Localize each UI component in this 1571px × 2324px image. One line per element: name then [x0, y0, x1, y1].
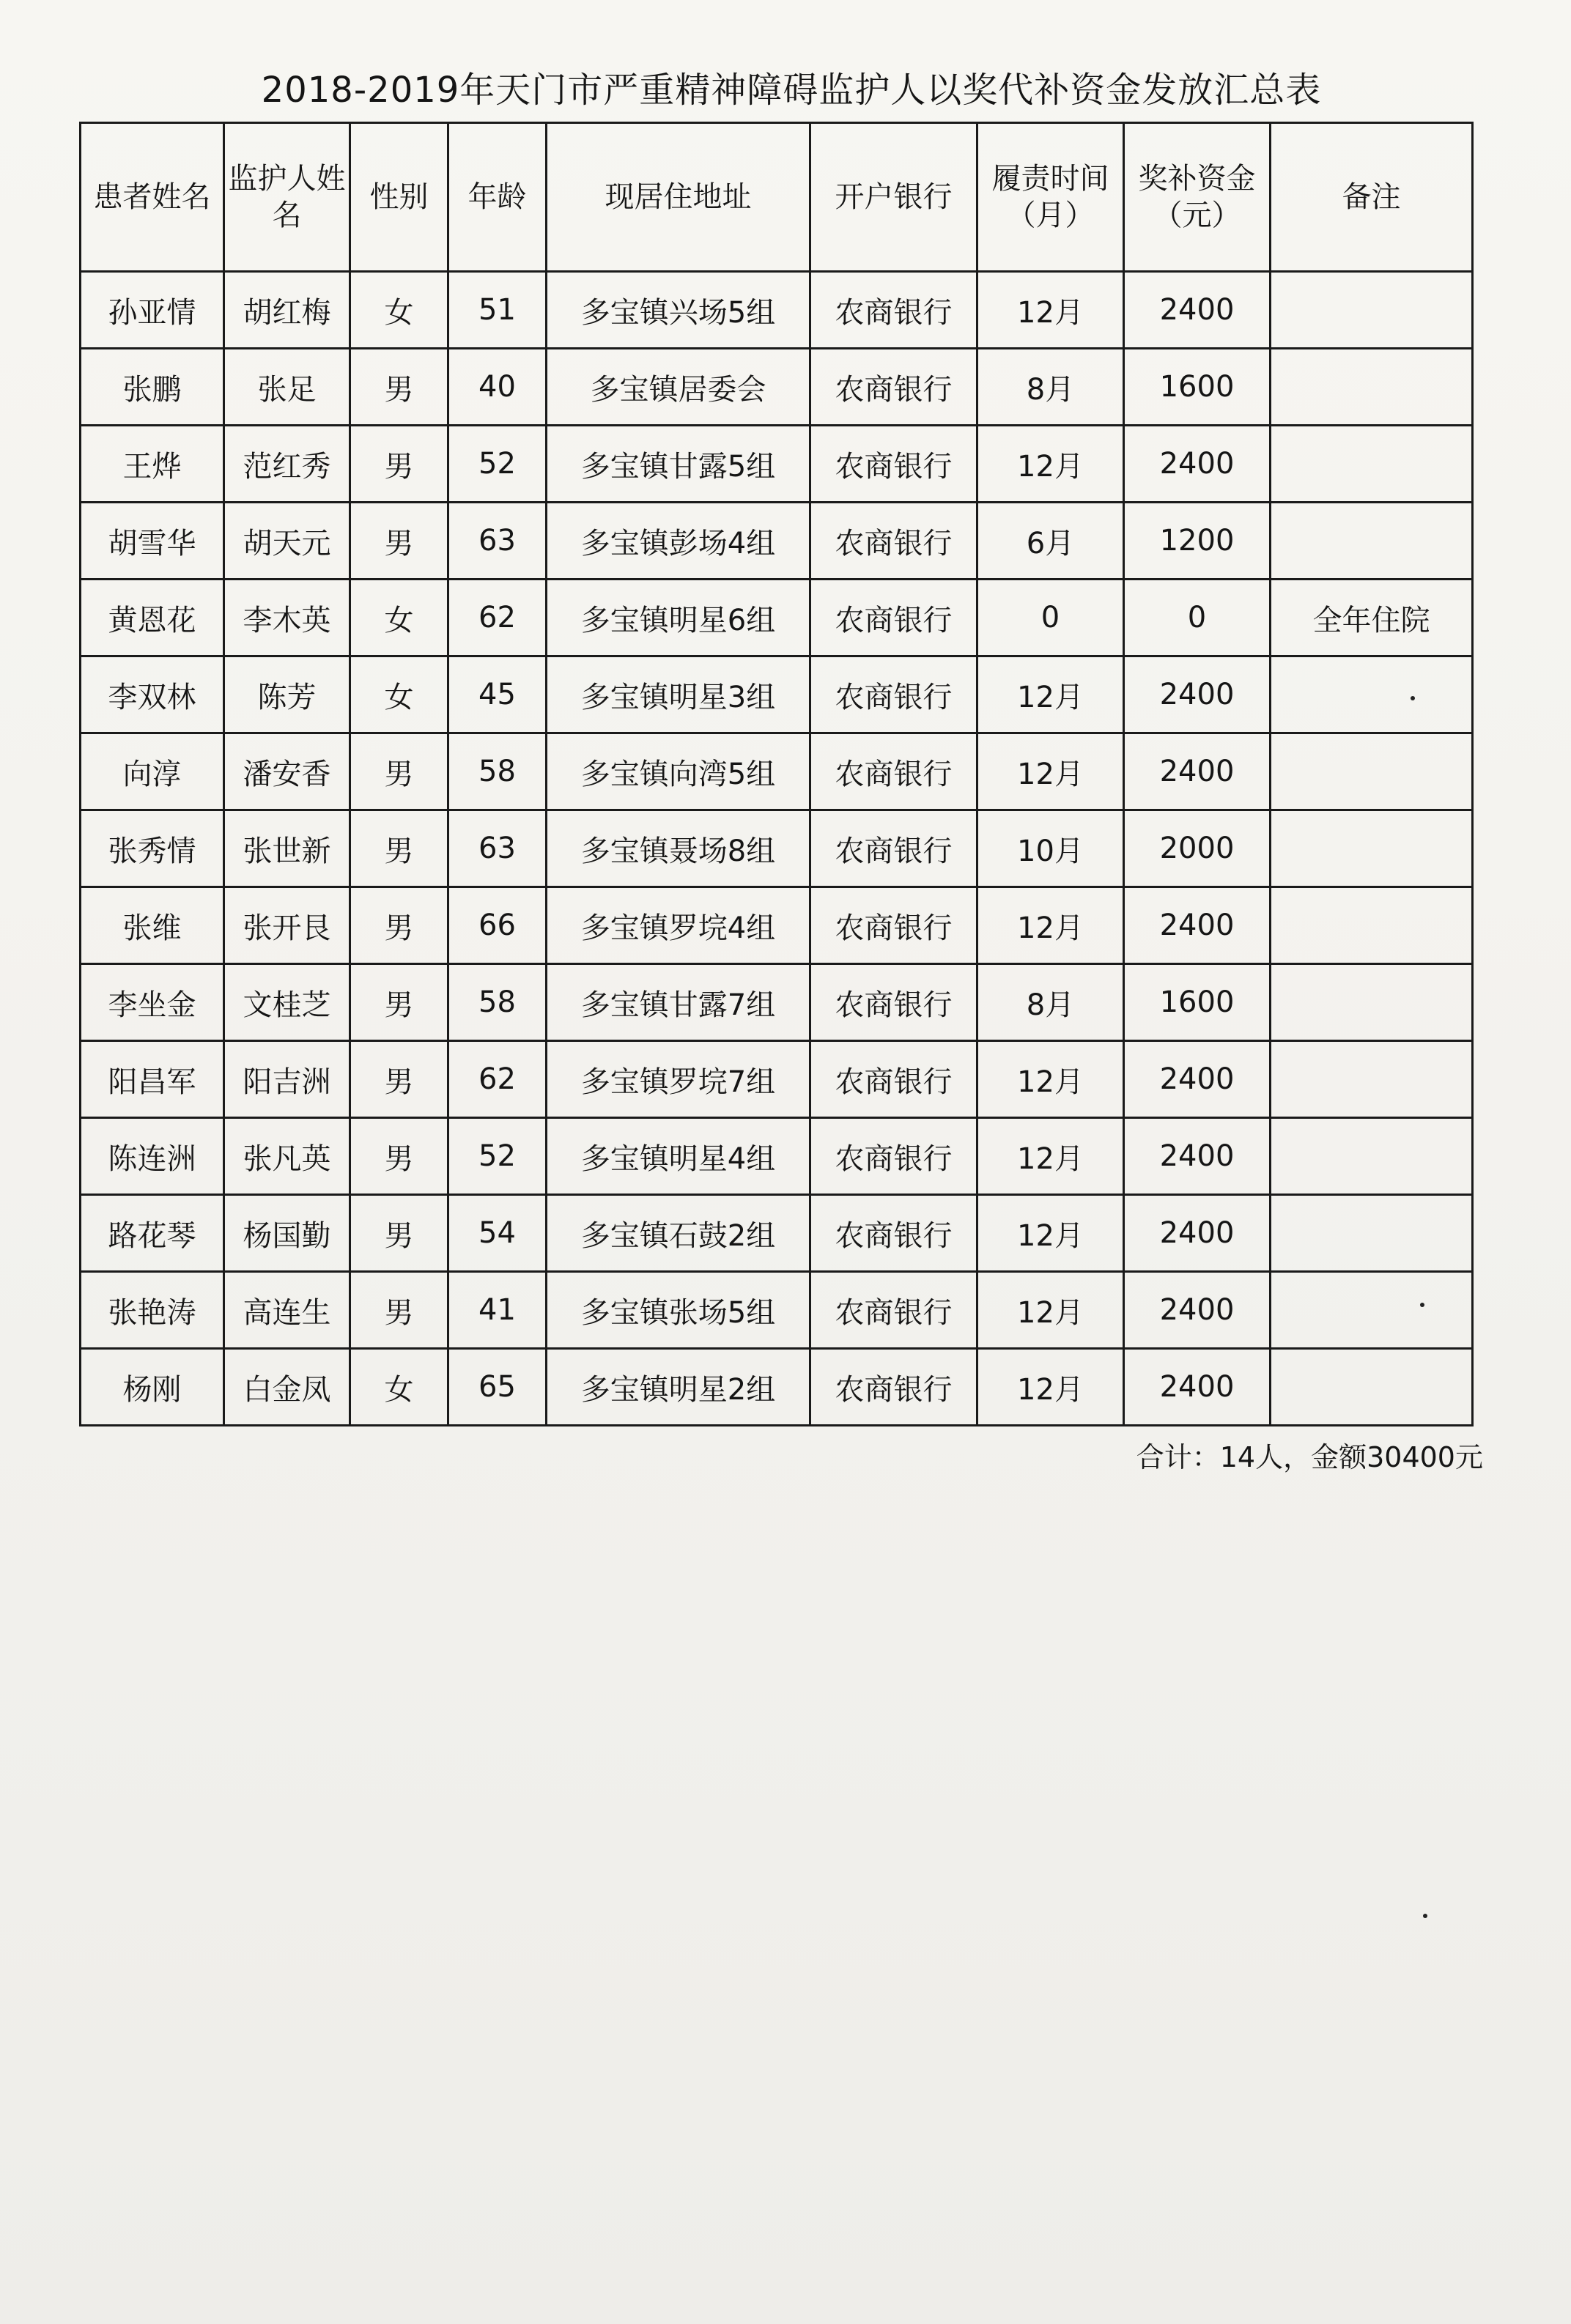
cell-age: 58 — [448, 733, 547, 810]
cell-age: 51 — [448, 272, 547, 349]
cell-guardian-name: 张开艮 — [224, 887, 350, 964]
table-row — [81, 580, 1473, 656]
cell-subsidy-amount: 1600 — [1124, 964, 1271, 1041]
cell-gender: 女 — [350, 272, 448, 349]
cell-bank: 农商银行 — [810, 503, 977, 580]
cell-address: 多宝镇明星2组 — [547, 1349, 810, 1426]
cell-remarks — [1271, 1272, 1473, 1349]
cell-age: 45 — [448, 656, 547, 733]
cell-duty-months: 12月 — [977, 1118, 1124, 1195]
cell-address: 多宝镇明星6组 — [547, 580, 810, 656]
cell-gender: 男 — [350, 1118, 448, 1195]
cell-guardian-name: 胡天元 — [224, 503, 350, 580]
cell-duty-months: 12月 — [977, 272, 1124, 349]
cell-gender: 男 — [350, 426, 448, 503]
table-row — [81, 733, 1473, 810]
cell-gender: 男 — [350, 1195, 448, 1272]
cell-remarks — [1271, 349, 1473, 426]
cell-address: 多宝镇甘露7组 — [547, 964, 810, 1041]
cell-subsidy-amount: 2400 — [1124, 1041, 1271, 1118]
cell-duty-months: 8月 — [977, 349, 1124, 426]
cell-age: 40 — [448, 349, 547, 426]
cell-age: 63 — [448, 503, 547, 580]
cell-gender: 男 — [350, 1272, 448, 1349]
cell-gender: 女 — [350, 580, 448, 656]
cell-address: 多宝镇向湾5组 — [547, 733, 810, 810]
header-age: 年龄 — [448, 123, 547, 272]
cell-remarks — [1271, 887, 1473, 964]
cell-remarks — [1271, 964, 1473, 1041]
table-row — [81, 887, 1473, 964]
cell-patient-name: 张艳涛 — [81, 1272, 224, 1349]
cell-remarks — [1271, 810, 1473, 887]
cell-gender: 女 — [350, 656, 448, 733]
cell-bank: 农商银行 — [810, 1041, 977, 1118]
cell-address: 多宝镇明星3组 — [547, 656, 810, 733]
cell-guardian-name: 张凡英 — [224, 1118, 350, 1195]
cell-address: 多宝镇聂场8组 — [547, 810, 810, 887]
cell-age: 41 — [448, 1272, 547, 1349]
cell-address: 多宝镇兴场5组 — [547, 272, 810, 349]
cell-address: 多宝镇石鼓2组 — [547, 1195, 810, 1272]
cell-bank: 农商银行 — [810, 964, 977, 1041]
cell-remarks — [1271, 1118, 1473, 1195]
table-row — [81, 272, 1473, 349]
cell-patient-name: 张维 — [81, 887, 224, 964]
cell-gender: 男 — [350, 503, 448, 580]
table-row — [81, 1272, 1473, 1349]
cell-bank: 农商银行 — [810, 426, 977, 503]
cell-gender: 男 — [350, 964, 448, 1041]
cell-subsidy-amount: 2400 — [1124, 426, 1271, 503]
cell-address: 多宝镇罗垸7组 — [547, 1041, 810, 1118]
cell-address: 多宝镇罗垸4组 — [547, 887, 810, 964]
header-duty-months: 履责时间（月） — [977, 123, 1124, 272]
cell-gender: 女 — [350, 1349, 448, 1426]
cell-age: 52 — [448, 426, 547, 503]
cell-subsidy-amount: 2400 — [1124, 1118, 1271, 1195]
header-row — [81, 123, 1473, 272]
cell-age: 66 — [448, 887, 547, 964]
cell-guardian-name: 潘安香 — [224, 733, 350, 810]
speck-mark — [1420, 1303, 1424, 1307]
speck-mark — [1411, 696, 1415, 700]
cell-guardian-name: 李木英 — [224, 580, 350, 656]
cell-guardian-name: 文桂芝 — [224, 964, 350, 1041]
cell-gender: 男 — [350, 887, 448, 964]
cell-bank: 农商银行 — [810, 1195, 977, 1272]
cell-duty-months: 8月 — [977, 964, 1124, 1041]
cell-duty-months: 12月 — [977, 733, 1124, 810]
table-row — [81, 1349, 1473, 1426]
cell-age: 65 — [448, 1349, 547, 1426]
cell-duty-months: 12月 — [977, 426, 1124, 503]
cell-gender: 男 — [350, 349, 448, 426]
table-row — [81, 656, 1473, 733]
cell-remarks — [1271, 426, 1473, 503]
cell-remarks — [1271, 503, 1473, 580]
cell-remarks — [1271, 656, 1473, 733]
cell-remarks: 全年住院 — [1271, 580, 1473, 656]
cell-remarks — [1271, 1195, 1473, 1272]
cell-bank: 农商银行 — [810, 349, 977, 426]
cell-subsidy-amount: 1600 — [1124, 349, 1271, 426]
cell-duty-months: 12月 — [977, 887, 1124, 964]
cell-age: 62 — [448, 1041, 547, 1118]
cell-gender: 男 — [350, 733, 448, 810]
header-address: 现居住地址 — [547, 123, 810, 272]
cell-gender: 男 — [350, 1041, 448, 1118]
cell-bank: 农商银行 — [810, 1349, 977, 1426]
cell-guardian-name: 张世新 — [224, 810, 350, 887]
cell-subsidy-amount: 2400 — [1124, 272, 1271, 349]
total-summary: 合计：14人，金额30400元 — [1136, 1441, 1483, 1473]
cell-remarks — [1271, 272, 1473, 349]
cell-duty-months: 12月 — [977, 1195, 1124, 1272]
cell-bank: 农商银行 — [810, 272, 977, 349]
cell-duty-months: 12月 — [977, 1272, 1124, 1349]
cell-address: 多宝镇彭场4组 — [547, 503, 810, 580]
cell-patient-name: 向淳 — [81, 733, 224, 810]
cell-age: 58 — [448, 964, 547, 1041]
cell-age: 52 — [448, 1118, 547, 1195]
cell-patient-name: 路花琴 — [81, 1195, 224, 1272]
cell-patient-name: 孙亚情 — [81, 272, 224, 349]
cell-guardian-name: 张足 — [224, 349, 350, 426]
summary-table — [79, 122, 1474, 1426]
cell-bank: 农商银行 — [810, 580, 977, 656]
cell-guardian-name: 杨国勤 — [224, 1195, 350, 1272]
cell-duty-months: 12月 — [977, 656, 1124, 733]
cell-duty-months: 0 — [977, 580, 1124, 656]
cell-patient-name: 李双林 — [81, 656, 224, 733]
table-row — [81, 964, 1473, 1041]
cell-patient-name: 张秀情 — [81, 810, 224, 887]
cell-age: 62 — [448, 580, 547, 656]
table-row — [81, 1118, 1473, 1195]
cell-patient-name: 王烨 — [81, 426, 224, 503]
speck-mark — [1423, 1914, 1427, 1918]
cell-address: 多宝镇张场5组 — [547, 1272, 810, 1349]
cell-guardian-name: 胡红梅 — [224, 272, 350, 349]
cell-patient-name: 张鹏 — [81, 349, 224, 426]
cell-guardian-name: 白金凤 — [224, 1349, 350, 1426]
cell-patient-name: 胡雪华 — [81, 503, 224, 580]
cell-duty-months: 12月 — [977, 1349, 1124, 1426]
cell-remarks — [1271, 1349, 1473, 1426]
table-row — [81, 1195, 1473, 1272]
table-row — [81, 349, 1473, 426]
cell-duty-months: 10月 — [977, 810, 1124, 887]
header-patient-name: 患者姓名 — [81, 123, 224, 272]
cell-subsidy-amount: 2400 — [1124, 1349, 1271, 1426]
cell-subsidy-amount: 2400 — [1124, 1272, 1271, 1349]
cell-address: 多宝镇居委会 — [547, 349, 810, 426]
cell-guardian-name: 阳吉洲 — [224, 1041, 350, 1118]
cell-age: 63 — [448, 810, 547, 887]
cell-bank: 农商银行 — [810, 1118, 977, 1195]
header-guardian-name: 监护人姓名 — [224, 123, 350, 272]
cell-duty-months: 12月 — [977, 1041, 1124, 1118]
cell-subsidy-amount: 1200 — [1124, 503, 1271, 580]
cell-subsidy-amount: 2000 — [1124, 810, 1271, 887]
cell-subsidy-amount: 2400 — [1124, 656, 1271, 733]
cell-bank: 农商银行 — [810, 1272, 977, 1349]
cell-gender: 男 — [350, 810, 448, 887]
cell-patient-name: 杨刚 — [81, 1349, 224, 1426]
cell-bank: 农商银行 — [810, 887, 977, 964]
page-title: 2018-2019年天门市严重精神障碍监护人以奖代补资金发放汇总表 — [261, 70, 1322, 111]
cell-bank: 农商银行 — [810, 656, 977, 733]
cell-address: 多宝镇明星4组 — [547, 1118, 810, 1195]
table-row — [81, 810, 1473, 887]
cell-bank: 农商银行 — [810, 733, 977, 810]
cell-subsidy-amount: 2400 — [1124, 1195, 1271, 1272]
cell-patient-name: 陈连洲 — [81, 1118, 224, 1195]
cell-guardian-name: 高连生 — [224, 1272, 350, 1349]
cell-guardian-name: 范红秀 — [224, 426, 350, 503]
header-subsidy-amount: 奖补资金（元） — [1124, 123, 1271, 272]
cell-age: 54 — [448, 1195, 547, 1272]
cell-remarks — [1271, 733, 1473, 810]
cell-subsidy-amount: 2400 — [1124, 887, 1271, 964]
cell-patient-name: 阳昌军 — [81, 1041, 224, 1118]
cell-patient-name: 黄恩花 — [81, 580, 224, 656]
table-row — [81, 1041, 1473, 1118]
cell-subsidy-amount: 0 — [1124, 580, 1271, 656]
header-remarks: 备注 — [1271, 123, 1473, 272]
cell-duty-months: 6月 — [977, 503, 1124, 580]
cell-guardian-name: 陈芳 — [224, 656, 350, 733]
table-body — [81, 272, 1473, 1426]
header-gender: 性别 — [350, 123, 448, 272]
cell-bank: 农商银行 — [810, 810, 977, 887]
cell-address: 多宝镇甘露5组 — [547, 426, 810, 503]
cell-remarks — [1271, 1041, 1473, 1118]
table-row — [81, 503, 1473, 580]
table-row — [81, 426, 1473, 503]
header-bank: 开户银行 — [810, 123, 977, 272]
cell-subsidy-amount: 2400 — [1124, 733, 1271, 810]
cell-patient-name: 李坐金 — [81, 964, 224, 1041]
